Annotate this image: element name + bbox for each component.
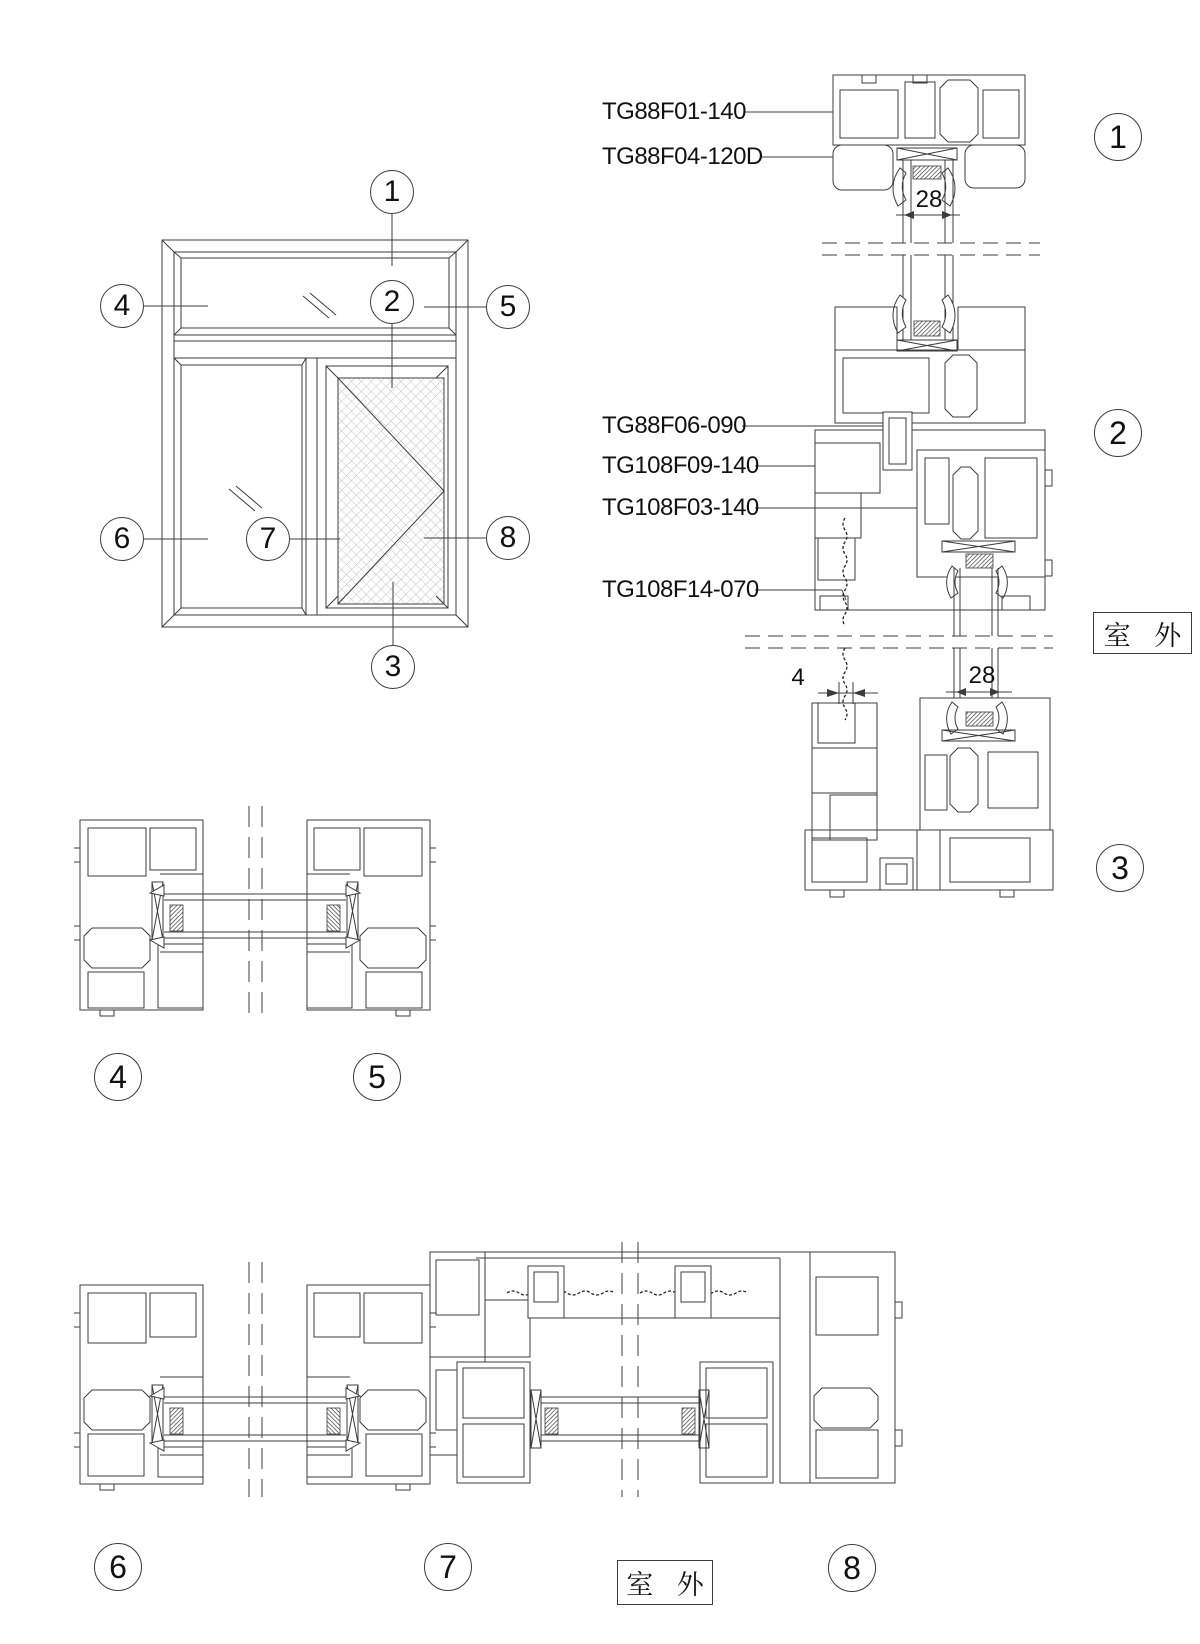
elevation-callout-6: 6 (100, 517, 144, 561)
detail-bubble-4: 4 (94, 1053, 142, 1101)
detail-bubble-8: 8 (828, 1544, 876, 1592)
detail-bubble-3: 3 (1096, 844, 1144, 892)
horizontal-section-45-drawing (74, 806, 436, 1020)
elevation-callout-7: 7 (246, 517, 290, 561)
window-elevation-drawing (144, 214, 486, 645)
outside-label-right: 室 外 (1093, 612, 1192, 654)
profile-label-tg108f03: TG108F03-140 (602, 494, 759, 521)
profile-label-tg88f06: TG88F06-090 (602, 412, 746, 439)
outside-label-bottom: 室 外 (617, 1560, 713, 1605)
elevation-callout-8: 8 (486, 516, 530, 560)
detail-bubble-1: 1 (1094, 113, 1142, 161)
profile-label-tg88f01: TG88F01-140 (602, 98, 746, 125)
vertical-section-drawing (742, 75, 1053, 897)
detail-bubble-6: 6 (94, 1543, 142, 1591)
elevation-callout-1: 1 (370, 170, 414, 214)
dim-glass-width-top: 28 (915, 186, 943, 213)
profile-label-tg88f04: TG88F04-120D (602, 143, 763, 170)
elevation-callout-4: 4 (100, 284, 144, 328)
detail-bubble-5: 5 (353, 1053, 401, 1101)
profile-label-tg108f09: TG108F09-140 (602, 452, 759, 479)
elevation-callout-5: 5 (486, 285, 530, 329)
dim-seal-gap: 4 (791, 664, 805, 691)
elevation-callout-3: 3 (371, 645, 415, 689)
profile-label-tg108f14: TG108F14-070 (602, 576, 759, 603)
detail-bubble-7: 7 (424, 1543, 472, 1591)
detail-bubble-2: 2 (1094, 409, 1142, 457)
horizontal-section-678-drawing (74, 1242, 902, 1497)
elevation-callout-2: 2 (370, 280, 414, 324)
dim-glass-width-bottom: 28 (968, 662, 996, 689)
